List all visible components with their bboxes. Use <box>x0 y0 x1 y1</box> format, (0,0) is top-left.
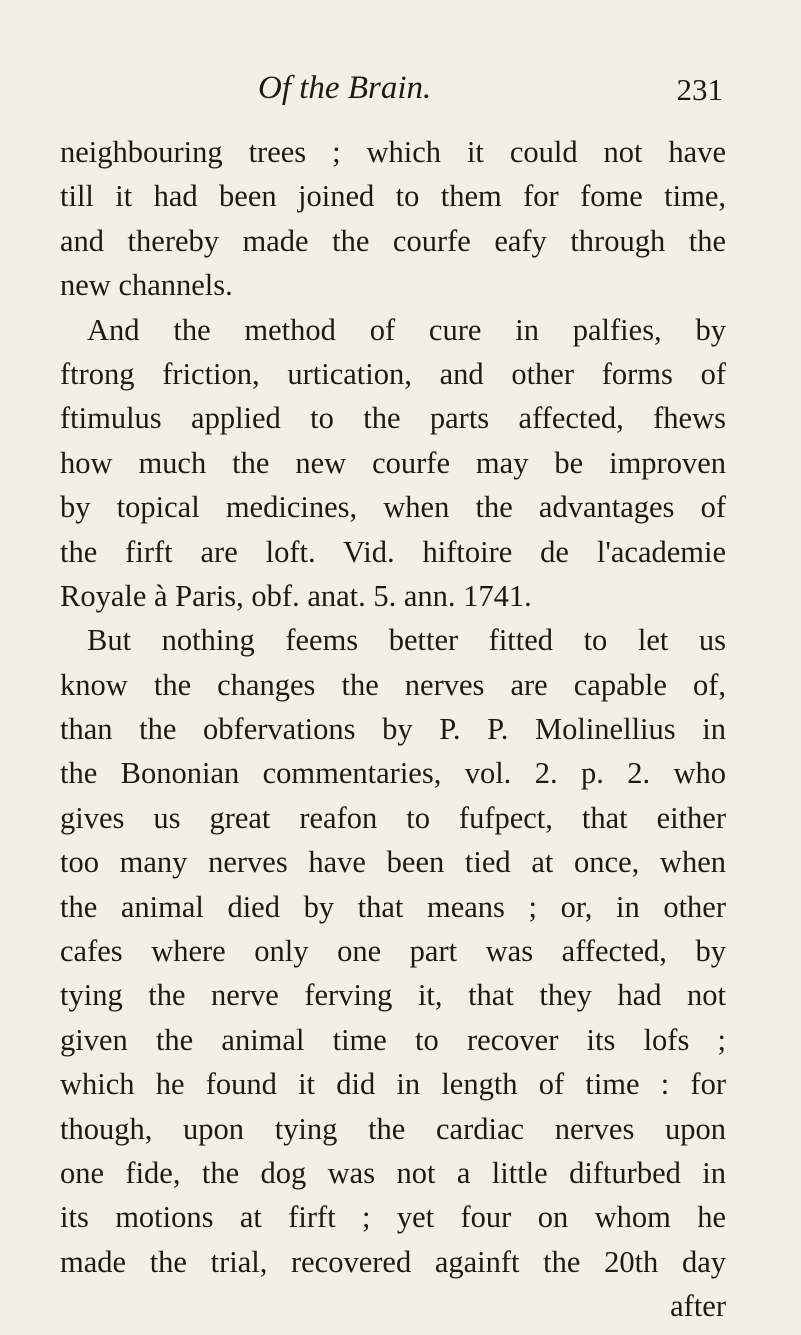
text-line: too many nerves have been tied at once, when <box>60 845 726 880</box>
text-line: know the changes the nerves are capable of, <box>60 667 726 702</box>
text-line: the Bononian commentaries, vol. 2. p. 2. who <box>60 756 726 791</box>
text-line: And the method of cure in palfies, by <box>87 312 726 347</box>
text-line: made the trial, recovered againft the 20th day <box>60 1244 726 1279</box>
text-line: cafes where only one part was affected, by <box>60 934 726 969</box>
text-line: ftimulus applied to the parts affected, fhews <box>60 401 726 436</box>
text-line: the animal died by that means ; or, in other <box>60 889 726 924</box>
text-line: new channels. <box>60 268 233 303</box>
text-line: Royale à Paris, obf. anat. 5. ann. 1741. <box>60 578 532 613</box>
running-title: Of the Brain. <box>258 70 432 106</box>
text-line: which he found it did in length of time : for <box>60 1067 726 1102</box>
catchword: after <box>670 1289 726 1324</box>
running-head <box>0 70 801 110</box>
text-line: ftrong friction, urtication, and other forms of <box>60 356 726 391</box>
text-line: till it had been joined to them for fome time, <box>60 179 726 214</box>
text-line: tying the nerve ferving it, that they had not <box>60 978 726 1013</box>
text-line: its motions at firft ; yet four on whom he <box>60 1200 726 1235</box>
text-line: how much the new courfe may be improven <box>60 445 726 480</box>
text-line: the firft are loft. Vid. hiftoire de l'academie <box>60 534 726 569</box>
body-text <box>60 130 726 1329</box>
text-line: though, upon tying the cardiac nerves upon <box>60 1111 726 1146</box>
text-line: than the obfervations by P. P. Molinellius in <box>60 712 726 747</box>
text-line: and thereby made the courfe eafy through the <box>60 223 726 258</box>
text-line: given the animal time to recover its lofs ; <box>60 1022 726 1057</box>
text-line: by topical medicines, when the advantages of <box>60 490 726 525</box>
text-line: one fide, the dog was not a little difturbed in <box>60 1155 726 1190</box>
text-line: neighbouring trees ; which it could not have <box>60 135 726 169</box>
text-line: But nothing feems better fitted to let us <box>87 623 726 658</box>
text-line: gives us great reafon to fufpect, that either <box>60 800 726 835</box>
page-number: 231 <box>676 72 723 107</box>
